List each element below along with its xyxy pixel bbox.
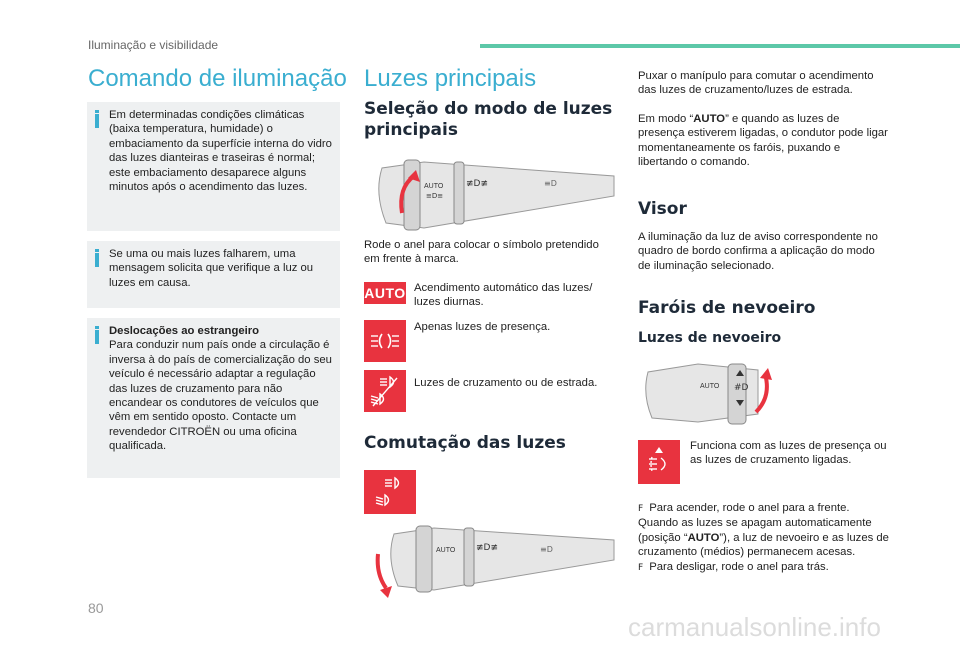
sidelights-glyph bbox=[369, 331, 401, 351]
svg-text:AUTO: AUTO bbox=[700, 383, 720, 390]
auto-icon bbox=[364, 282, 406, 304]
page-number: 80 bbox=[88, 600, 104, 616]
lighting-stalk-illustration bbox=[364, 148, 616, 238]
section-header: Iluminação e visibilidade bbox=[88, 38, 219, 52]
auto-flash-text: Em modo “AUTO” e quando as luzes de presença estiverem ligadas, o condutor pode ligar momentaneamente os faróis, puxando e libertando o comando. bbox=[638, 113, 888, 169]
intro-text: Rode o anel para colocar o símbolo pretendido em frente à marca. bbox=[364, 239, 599, 266]
fog-subtitle: Luzes de nevoeiro bbox=[638, 330, 782, 346]
middle-title: Luzes principais bbox=[364, 65, 537, 92]
info-body: Para conduzir num país onde a circulação é inversa à do país de comercialização do seu veículo é necessário adaptar a regulação das luzes de cruzamento para não encandear os condutores de veículos que vêm em sentido oposto. Contacte um revendedor CITROËN ou uma oficina qualificada. bbox=[109, 339, 332, 453]
watermark: carmanualsonline.info bbox=[628, 612, 881, 642]
svg-text:AUTO: AUTO bbox=[424, 183, 444, 190]
sidelights-icon bbox=[364, 320, 406, 362]
visor-text: A iluminação da luz de aviso correspondente no quadro de bordo confirma a aplicação do modo de iluminação selecionado. bbox=[638, 231, 878, 272]
mode-selection-subtitle: Seleção do modo de luzes principais bbox=[364, 99, 613, 140]
left-title: Comando de iluminação bbox=[88, 65, 347, 92]
beam-switch-glyph bbox=[372, 475, 408, 509]
svg-text:≡D: ≡D bbox=[540, 545, 553, 554]
fog-title: Faróis de nevoeiro bbox=[638, 298, 816, 318]
svg-text:≢D≢: ≢D≢ bbox=[466, 179, 489, 189]
svg-text:≢D≢: ≢D≢ bbox=[476, 543, 499, 553]
beam-glyph bbox=[368, 374, 402, 408]
switching-title: Comutação das luzes bbox=[364, 433, 566, 453]
fog-stalk-illustration bbox=[638, 358, 890, 430]
info-text bbox=[109, 324, 334, 454]
info-box-abroad bbox=[87, 318, 340, 478]
svg-text:#D: #D bbox=[734, 383, 749, 393]
beam-switch-icon bbox=[364, 470, 416, 514]
fog-instructions: F Para acender, rode o anel para a frente. Quando as luzes se apagam automaticamente (posição “AUTO”), a luz de nevoeiro e as luzes de cruzamento (médios) permanecem acesas. F Para desligar, rode o anel para trás. bbox=[638, 502, 889, 573]
dipped-main-beam-icon bbox=[364, 370, 406, 412]
mode-beam-text: Luzes de cruzamento ou de estrada. bbox=[414, 377, 598, 389]
mode-sidelights-text: Apenas luzes de presença. bbox=[414, 321, 551, 333]
info-box-failure bbox=[87, 241, 340, 308]
mode-auto-text: Acendimento automático das luzes/ luzes diurnas. bbox=[414, 282, 593, 309]
info-text: Em determinadas condições climáticas (baixa temperatura, humidade) o embaciamento da superfície interna do vidro das luzes dianteiras e traseiras é normal; este embaciamento desaparece alguns minutos após o acendimento das luzes. bbox=[109, 109, 332, 194]
step-bullet: F bbox=[638, 504, 644, 514]
rear-fog-glyph bbox=[645, 445, 673, 479]
info-text: Se uma ou mais luzes falharem, uma mensagem solicita que verifique a luz ou luzes em causa. bbox=[109, 248, 314, 289]
svg-text:≡D≡: ≡D≡ bbox=[426, 192, 444, 200]
info-icon bbox=[95, 249, 99, 252]
step-bullet: F bbox=[638, 562, 644, 573]
info-icon bbox=[95, 110, 99, 113]
switching-text: Puxar o manípulo para comutar o acendimento das luzes de cruzamento/luzes de estrada. bbox=[638, 70, 874, 97]
fog-step-off: Para desligar, rode o anel para trás. bbox=[649, 560, 829, 573]
visor-title: Visor bbox=[638, 199, 687, 219]
header-accent-bar bbox=[480, 44, 960, 48]
info-title: Deslocações ao estrangeiro bbox=[109, 325, 260, 337]
fog-note: Funciona com as luzes de presença ou as luzes de cruzamento ligadas. bbox=[690, 440, 887, 467]
svg-text:≡D: ≡D bbox=[544, 179, 557, 188]
auto-badge-label: AUTO bbox=[364, 285, 406, 301]
info-icon bbox=[95, 326, 99, 329]
svg-text:AUTO: AUTO bbox=[436, 547, 456, 554]
info-box-fogging bbox=[87, 102, 340, 231]
fog-step-on: Para acender, rode o anel para a frente. bbox=[649, 502, 850, 514]
stalk-pull-illustration bbox=[364, 518, 616, 600]
rear-fog-icon bbox=[638, 440, 680, 484]
